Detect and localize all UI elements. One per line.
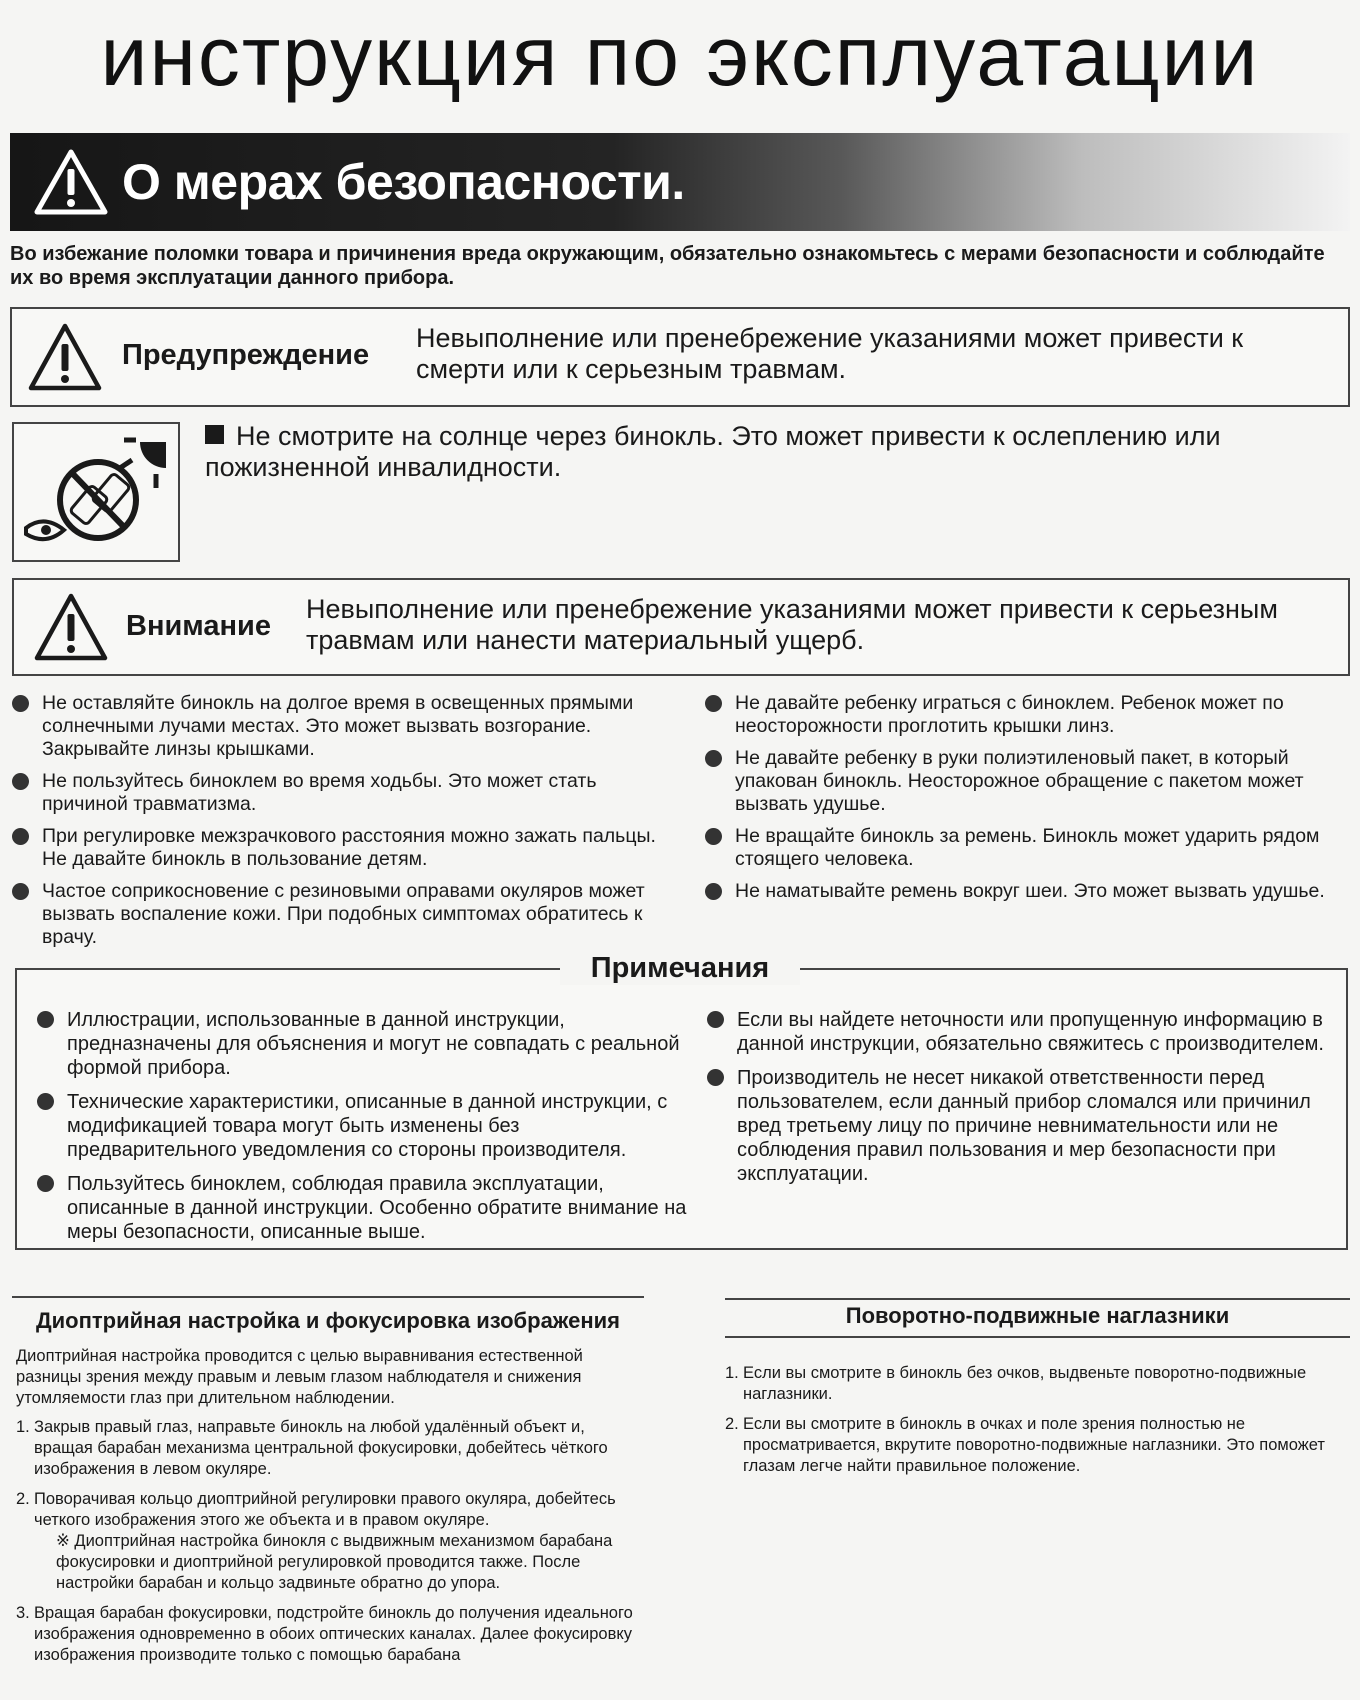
no-sun-binocular-icon xyxy=(20,430,172,554)
list-item: Не оставляйте бинокль на долгое время в освещенных прямыми солнечными лучами местах. Это может вызвать возгорание. Закрывайте линзы крышками. xyxy=(12,692,662,761)
eyecups-title: Поворотно-подвижные наглазники xyxy=(845,1303,1230,1328)
step-text: Если вы смотрите в бинокль без очков, выдвеньте поворотно-подвижные наглазники. xyxy=(743,1364,1307,1403)
safety-banner xyxy=(10,133,1350,231)
divider xyxy=(12,1296,644,1298)
divider xyxy=(725,1298,1350,1300)
caution-list-right xyxy=(705,692,1355,912)
eyecups-section xyxy=(725,1355,1340,1486)
step-text: Закрыв правый глаз, направьте бинокль на любой удалённый объект и, вращая барабан механизма центральной фокусировки, добейтесь чёткого изображения в левом окуляре. xyxy=(34,1418,608,1478)
step-number: 3. xyxy=(16,1604,30,1622)
square-bullet-icon xyxy=(205,425,224,444)
divider xyxy=(725,1336,1350,1338)
diopter-steps xyxy=(16,1417,646,1666)
intro-text: Во избежание поломки товара и причинения вреда окружающим, обязательно ознакомьтесь с мерами безопасности и соблюдайте их во время эксплуатации данного прибора. xyxy=(10,243,1325,289)
list-item xyxy=(725,1414,1340,1477)
step-number: 1. xyxy=(725,1364,739,1382)
eyecups-steps xyxy=(725,1363,1340,1477)
list-item xyxy=(16,1489,646,1594)
diopter-section xyxy=(16,1346,646,1675)
page-title: инструкция по эксплуатации xyxy=(100,9,1260,103)
step-note: ※ Диоптрийная настройка бинокля с выдвижным механизмом барабана фокусировки и диоптрийной регулировкой проводится также. После настройки барабан и кольцо задвиньте обратно до упора. xyxy=(56,1532,613,1592)
diopter-intro: Диоптрийная настройка проводится с целью выравнивания естественной разницы зрения между правым и левым глазом наблюдателя и снижения утомляемости глаз при длительном наблюдении. xyxy=(16,1347,583,1407)
step-text: Если вы смотрите в бинокль в очках и поле зрения полностью не просматривается, вкрутите поворотно-подвижные наглазники. Это поможет глазам легче найти правильное положение. xyxy=(743,1415,1325,1475)
warning-triangle-icon xyxy=(32,147,110,217)
sun-warning-label: Не смотрите на солнце через бинокль. Это может привести к ослеплению или пожизненной инвалидности. xyxy=(205,421,1221,482)
list-item: Не давайте ребенку в руки полиэтиленовый пакет, в который упакован бинокль. Неосторожное обращение с пакетом может вызвать удушье. xyxy=(705,747,1355,816)
caution-text: Невыполнение или пренебрежение указаниями может привести к серьезным травмам или нанести материальный ущерб. xyxy=(306,594,1278,655)
sun-warning-text xyxy=(205,421,1345,483)
notes-box xyxy=(15,968,1348,1250)
list-item: Не давайте ребенку играться с биноклем. Ребенок может по неосторожности проглотить крышки линз. xyxy=(705,692,1355,738)
diopter-title: Диоптрийная настройка и фокусировка изображения xyxy=(35,1308,620,1333)
warning-box xyxy=(10,307,1350,407)
list-item xyxy=(16,1417,646,1480)
list-item xyxy=(16,1603,646,1666)
caution-list-left xyxy=(12,692,662,958)
warning-text: Невыполнение или пренебрежение указаниями может привести к смерти или к серьезным травмам. xyxy=(416,323,1244,384)
warning-label: Предупреждение xyxy=(122,339,370,371)
list-item: Пользуйтесь биноклем, соблюдая правила эксплуатации, описанные в данной инструкции. Особенно обратите внимание на меры безопасности, описанные выше. xyxy=(37,1172,687,1244)
warning-triangle-icon xyxy=(32,591,110,663)
list-item: При регулировке межзрачкового расстояния можно зажать пальцы. Не давайте бинокль в пользование детям. xyxy=(12,825,662,871)
step-text: Поворачивая кольцо диоптрийной регулировки правого окуляра, добейтесь четкого изображения этого же объекта и в правом окуляре. xyxy=(34,1490,616,1529)
list-item xyxy=(725,1363,1340,1405)
step-number: 1. xyxy=(16,1418,30,1436)
list-item: Частое соприкосновение с резиновыми оправами окуляров может вызвать воспаление кожи. При подобных симптомах обратитесь к врачу. xyxy=(12,880,662,949)
list-item: Технические характеристики, описанные в данной инструкции, с модификацией товара могут быть изменены без предварительного уведомления со стороны производителя. xyxy=(37,1090,687,1162)
list-item: Не наматывайте ремень вокруг шеи. Это может вызвать удушье. xyxy=(705,880,1355,903)
caution-label: Внимание xyxy=(126,610,271,642)
notes-title: Примечания xyxy=(560,952,800,985)
banner-title: О мерах безопасности. xyxy=(122,154,685,210)
list-item: Не вращайте бинокль за ремень. Бинокль может ударить рядом стоящего человека. xyxy=(705,825,1355,871)
notes-list-right xyxy=(707,1008,1337,1196)
list-item: Если вы найдете неточности или пропущенную информацию в данной инструкции, обязательно свяжитесь с производителем. xyxy=(707,1008,1337,1056)
list-item: Иллюстрации, использованные в данной инструкции, предназначены для объяснения и могут не совпадать с реальной формой прибора. xyxy=(37,1008,687,1080)
caution-box xyxy=(12,578,1350,676)
list-item: Производитель не несет никакой ответственности перед пользователем, если данный прибор сломался или причинил вред третьему лицу по причине невнимательности или не соблюдения правил пользования и мер безопасности при эксплуатации. xyxy=(707,1066,1337,1186)
notes-list-left xyxy=(37,1008,687,1254)
step-number: 2. xyxy=(725,1415,739,1433)
step-text: Вращая барабан фокусировки, подстройте бинокль до получения идеального изображения одновременно в обоих оптических каналах. Далее фокусировку изображения производите только с помощью барабана xyxy=(34,1604,633,1664)
sun-warning-pictogram xyxy=(12,422,180,562)
step-number: 2. xyxy=(16,1490,30,1508)
list-item: Не пользуйтесь биноклем во время ходьбы. Это может стать причиной травматизма. xyxy=(12,770,662,816)
warning-triangle-icon xyxy=(26,321,104,393)
